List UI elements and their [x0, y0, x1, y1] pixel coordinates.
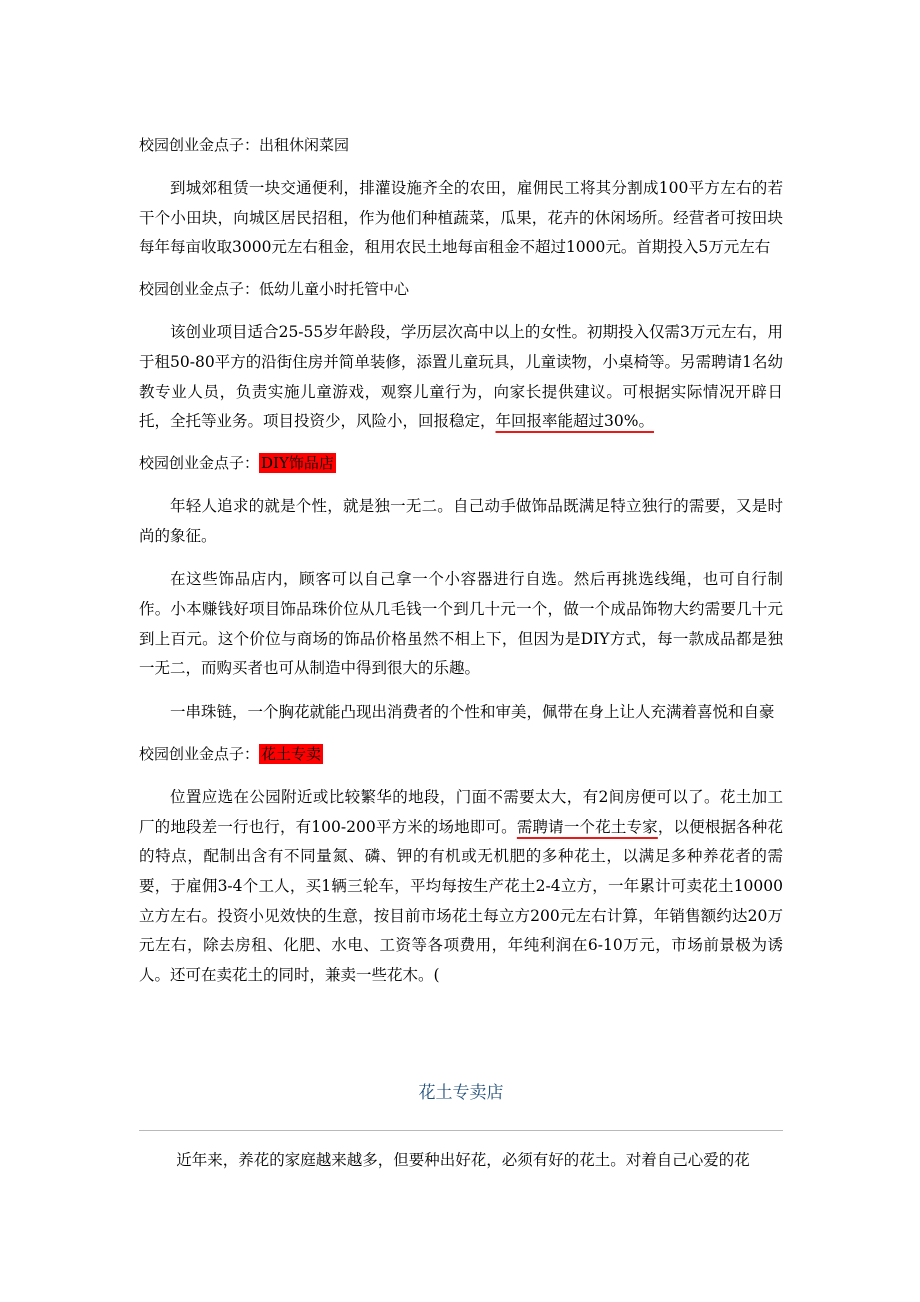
paragraph-continued: 近年来，养花的家庭越来越多，但要种出好花，必须有好的花土。对着自己心爱的花	[176, 1151, 750, 1169]
heading-prefix: 校园创业金点子：	[139, 280, 260, 299]
horizontal-rule	[139, 1130, 783, 1131]
section-title: 花土专卖店	[418, 1083, 504, 1103]
paragraph: 到城郊租赁一块交通便利，排灌设施齐全的农田，雇佣民工将其分割成100平方左右的若干个小田块，向城区居民招租，作为他们种植蔬菜，瓜果，花卉的休闲场所。经营者可按田块每年每亩收取3000元左右租金，租用农民土地每亩租金不超过1000元。首期投入5万元左右	[139, 179, 783, 257]
paragraph-text: 该创业项目适合25-55岁年龄段，学历层次高中以上的女性。初期投入仅需3万元左右，用于租50-80平方的沿街住房并简单装修，添置儿童玩具，儿童读物，小桌椅等。另需聘请1名幼教专业人员，负责实施儿童游戏，观察儿童行为，向家长提供建议。可根据实际情况开辟日托，全托等业务。项目投资少，风险小，回报稳定，	[139, 323, 783, 431]
section-heading-diy-jewelry	[139, 451, 783, 475]
paragraph-text: ，以便根据各种花的特点，配制出含有不同量氮、磷、钾的有机或无机肥的多种花土，以满足多种养花者的需要，于雇佣3-4个工人，买1辆三轮车，平均每按生产花土2-4立方，一年累计可卖花土10000立方左右。投资小见效快的生意，按目前市场花土每立方200元左右计算，年销售额约达20万元左右，除去房租、化肥、水电、工资等各项费用，年纯利润在6-10万元，市场前景极为诱人。还可在卖花土的同时，兼卖一些花木。(	[139, 817, 783, 985]
section-heading-vegetable-garden	[139, 133, 783, 157]
document-body	[139, 133, 783, 991]
heading-title: 低幼儿童小时托管中心	[259, 280, 410, 299]
highlighted-heading-title: DIY饰品店	[261, 453, 334, 472]
heading-prefix: 校园创业金点子：	[139, 136, 260, 154]
section-heading-childcare-center	[139, 277, 783, 301]
paragraph: 年轻人追求的就是个性，就是独一无二。自己动手做饰品既满足特立独行的需要，又是时尚的象征。	[139, 496, 783, 545]
heading-prefix: 校园创业金点子：	[139, 744, 260, 763]
paragraph: 一串珠链，一个胸花就能凸现出消费者的个性和审美，佩带在身上让人充满着喜悦和自豪	[170, 703, 775, 722]
paragraph	[139, 783, 783, 991]
section-heading-flower-soil	[139, 742, 783, 766]
paragraph: 在这些饰品店内，顾客可以自己拿一个小容器进行自选。然后再挑选线绳，也可自行制作。小本赚钱好项目饰品珠价位从几毛钱一个到几十元一个，做一个成品饰物大约需要几十元到上百元。这个价位与商场的饰品价格虽然不相上下，但因为是DIY方式，每一款成品都是独一无二，而购买者也可从制造中得到很大的乐趣。	[139, 570, 783, 678]
underlined-text: 年回报率能超过30%。	[495, 412, 654, 431]
highlighted-heading-title: 花土专卖	[261, 744, 322, 763]
heading-prefix: 校园创业金点子：	[139, 453, 260, 472]
paragraph	[139, 318, 783, 437]
heading-title: 出租休闲菜园	[259, 136, 350, 154]
paragraph-text: 位置应选在公园附近或比较繁华的地段，门面不需要太大，有2间房便可以了。花土加工厂的地段差一行也行，有100-200平方米的场地即可。	[139, 787, 783, 836]
underlined-text: 需聘请一个花土专家	[516, 817, 658, 836]
